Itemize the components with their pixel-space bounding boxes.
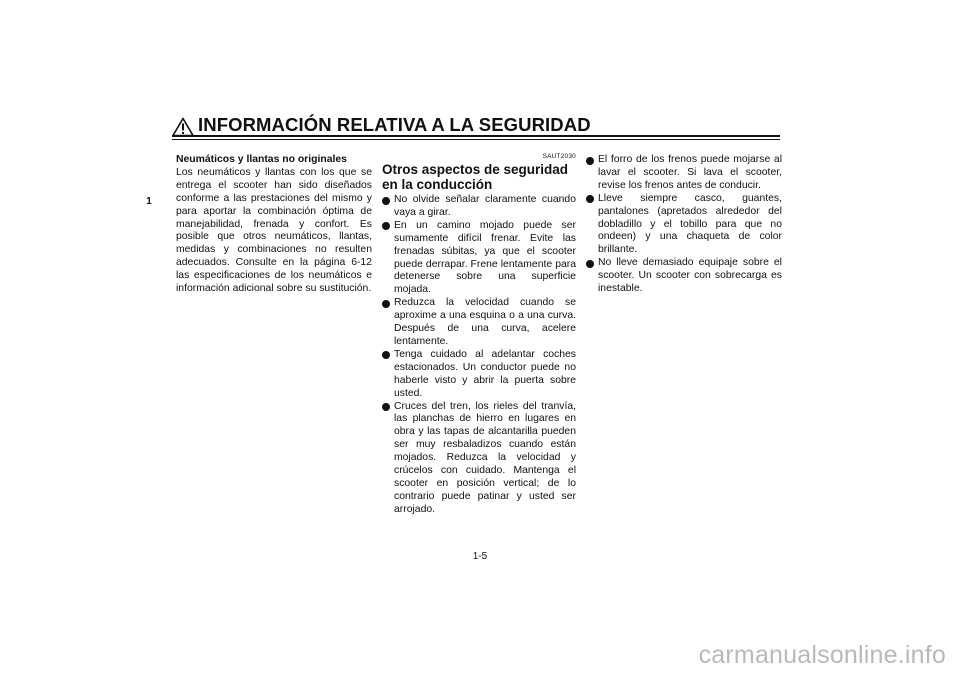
warning-triangle-icon bbox=[172, 117, 194, 137]
column-middle bbox=[382, 153, 576, 517]
chapter-tab: 1 bbox=[146, 196, 152, 207]
column-left bbox=[176, 154, 372, 296]
watermark: carmanualsonline.info bbox=[698, 641, 946, 669]
list-item: Lleve siempre casco, guantes, pantalones (apretados alrededor del dobladillo y el tobillo para que no ondeen) y una chaqueta de color brillante. bbox=[586, 193, 782, 258]
header-rule-thick bbox=[172, 135, 780, 137]
list-item: No olvide señalar claramente cuando vaya a girar. bbox=[382, 194, 576, 220]
section-code: SAUT2030 bbox=[542, 153, 576, 160]
header-rule-thin bbox=[172, 139, 780, 140]
section-title: Otros aspectos de seguridad en la conducción bbox=[382, 162, 569, 192]
list-item: No lleve demasiado equipaje sobre el scooter. Un scooter con sobrecarga es inestable. bbox=[586, 257, 782, 296]
page-number: 1-5 bbox=[472, 551, 488, 562]
list-item: El forro de los frenos puede mojarse al lavar el scooter. Si lava el scooter, revise los frenos antes de conducir. bbox=[586, 154, 782, 193]
list-item: En un camino mojado puede ser sumamente difícil frenar. Evite las frenadas súbitas, ya que el scooter puede derrapar. Frene lentamente para detenerse sobre una superficie mojada. bbox=[382, 220, 576, 297]
section-subheading: Neumáticos y llantas no originales bbox=[176, 154, 347, 165]
safety-bullet-list-continued bbox=[586, 154, 782, 296]
page-title: INFORMACIÓN RELATIVA A LA SEGURIDAD bbox=[198, 114, 591, 135]
tires-paragraph: Los neumáticos y llantas con los que se entrega el scooter han sido diseñados conforme a las prestaciones del mismo y para aportar la combinación óptima de manejabilidad, frenada y confort. Es posible que otros neumáticos, llantas, medidas y combinaciones no resulten adecuados. Consulte en la página 6-12 las especificaciones de los neumáticos e información adicional sobre su sustitución. bbox=[176, 166, 372, 295]
list-item: Tenga cuidado al adelantar coches estacionados. Un conductor puede no haberle visto y abrir la puerta sobre usted. bbox=[382, 349, 576, 401]
list-item: Cruces del tren, los rieles del tranvía, las planchas de hierro en lugares en obra y las tapas de alcantarilla pueden ser muy resbaladizos cuando están mojados. Reduzca la velocidad y crúcelos con cuidado. Mantenga el scooter en posición vertical; de lo contrario puede patinar y usted ser arrojado. bbox=[382, 401, 576, 517]
list-item: Reduzca la velocidad cuando se aproxime a una esquina o a una curva. Después de una curva, acelere lentamente. bbox=[382, 297, 576, 349]
safety-bullet-list bbox=[382, 194, 576, 517]
column-right bbox=[586, 154, 782, 296]
